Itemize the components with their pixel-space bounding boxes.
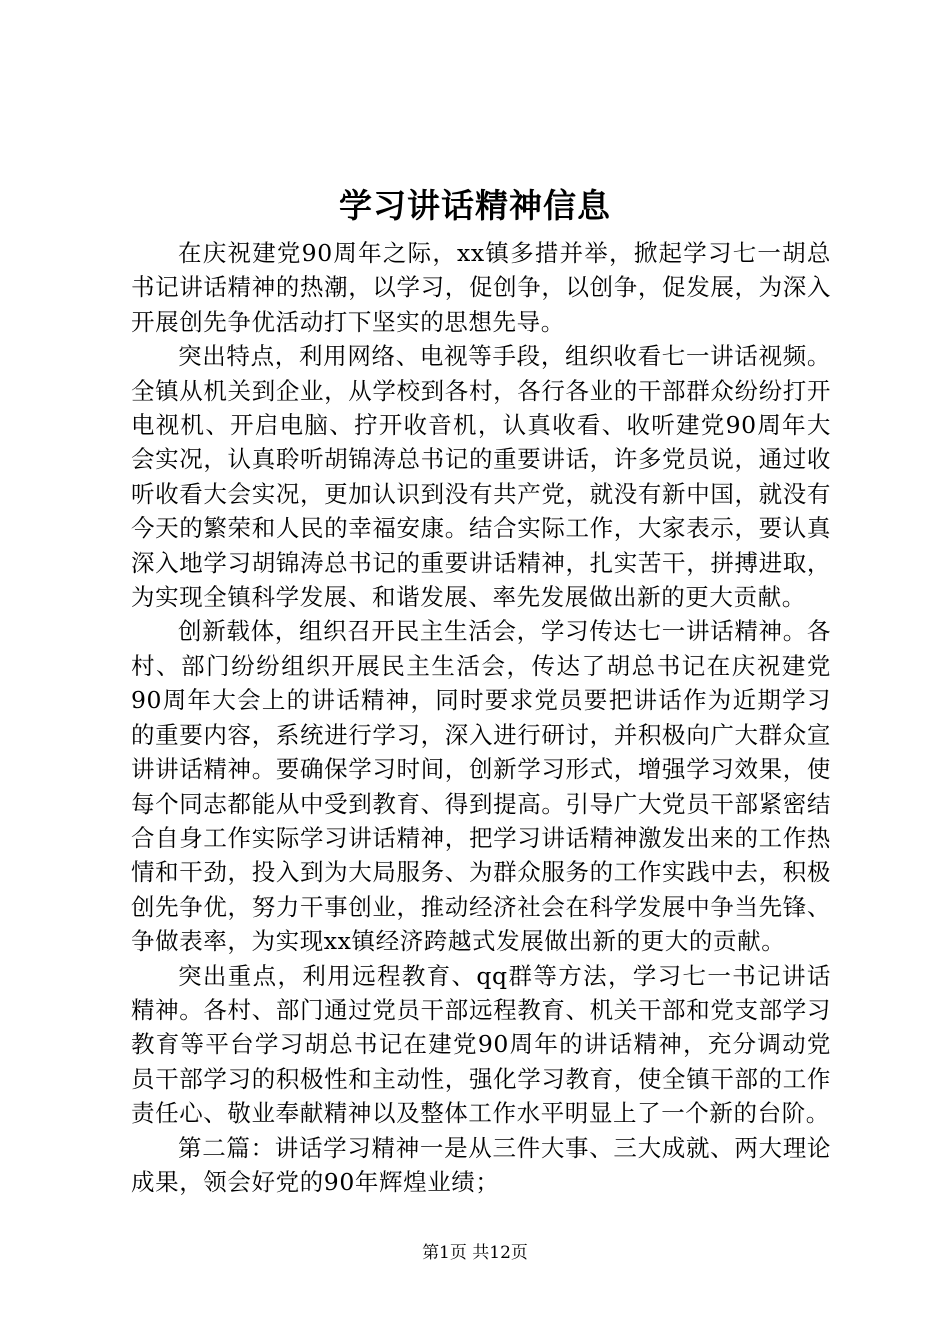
paragraph: 创新载体，组织召开民主生活会，学习传达七一讲话精神。各村、部门纷纷组织开展民主生活会，传达了胡总书记在庆祝建党90周年大会上的讲话精神，同时要求党员要把讲话作为近期学习的重要内容，系统进行学习，深入进行研讨，并积极向广大群众宣讲讲话精神。要确保学习时间，创新学习形式，增强学习效果，使每个同志都能从中受到教育、得到提高。引导广大党员干部紧密结合自身工作实际学习讲话精神，把学习讲话精神激发出来的工作热情和干劲，投入到为大局服务、为群众服务的工作实践中去，积极创先争优，努力干事创业，推动经济社会在科学发展中争当先锋、争做表率，为实现xx镇经济跨越式发展做出新的更大的贡献。 xyxy=(131,617,831,956)
paragraph: 突出特点，利用网络、电视等手段，组织收看七一讲话视频。全镇从机关到企业，从学校到各村，各行各业的干部群众纷纷打开电视机、开启电脑、拧开收音机，认真收看、收听建党90周年大会实况，认真聆听胡锦涛总书记的重要讲话，许多党员说，通过收听收看大会实况，更加认识到没有共产党，就没有新中国，就没有今天的繁荣和人民的幸福安康。结合实际工作，大家表示，要认真深入地学习胡锦涛总书记的重要讲话精神，扎实苦干，拼搏进取，为实现全镇科学发展、和谐发展、率先发展做出新的更大贡献。 xyxy=(131,342,831,612)
paragraph: 突出重点，利用远程教育、qq群等方法，学习七一书记讲话精神。各村、部门通过党员干部远程教育、机关干部和党支部学习教育等平台学习胡总书记在建党90周年的讲话精神，充分调动党员干部学习的积极性和主动性，强化学习教育，使全镇干部的工作责任心、敬业奉献精神以及整体工作水平明显上了一个新的台阶。 xyxy=(131,961,831,1128)
page-number-footer: 第1页 共12页 xyxy=(422,1243,528,1263)
paragraph: 第二篇：讲话学习精神一是从三件大事、三大成就、两大理论成果，领会好党的90年辉煌业绩； xyxy=(131,1133,831,1196)
document-body xyxy=(131,236,831,1199)
document-title: 学习讲话精神信息 xyxy=(339,186,611,225)
paragraph: 在庆祝建党90周年之际，xx镇多措并举，掀起学习七一胡总书记讲话精神的热潮，以学习，促创争，以创争，促发展，为深入开展创先争优活动打下坚实的思想先导。 xyxy=(131,239,831,336)
